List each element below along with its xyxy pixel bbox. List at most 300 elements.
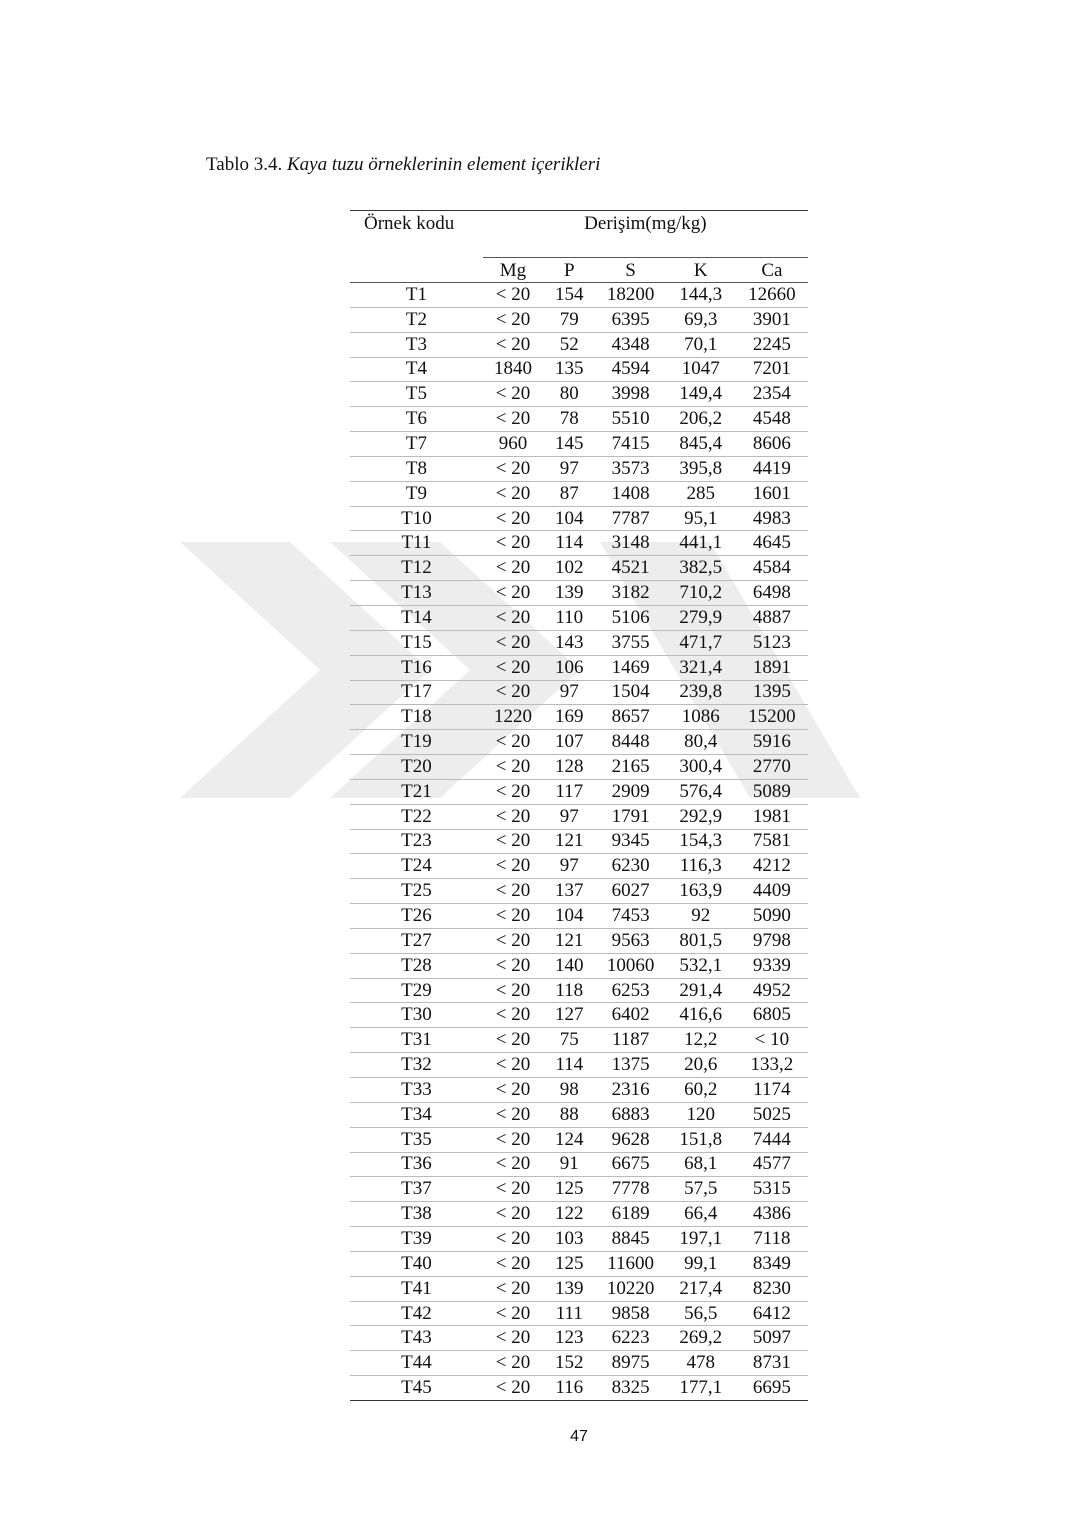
cell-p: 110 <box>543 605 595 630</box>
cell-s: 6883 <box>595 1102 665 1127</box>
cell-sample-code: T43 <box>350 1326 483 1351</box>
cell-s: 4521 <box>595 556 665 581</box>
cell-ca: 4584 <box>736 556 808 581</box>
cell-ca: 4577 <box>736 1152 808 1177</box>
cell-sample-code: T5 <box>350 382 483 407</box>
cell-p: 127 <box>543 1003 595 1028</box>
page-number: 47 <box>570 1428 588 1445</box>
cell-k: 149,4 <box>666 382 736 407</box>
cell-p: 52 <box>543 332 595 357</box>
cell-mg: < 20 <box>483 307 543 332</box>
cell-s: 1375 <box>595 1053 665 1078</box>
cell-k: 1086 <box>666 705 736 730</box>
cell-k: 99,1 <box>666 1251 736 1276</box>
cell-s: 18200 <box>595 283 665 308</box>
cell-k: 845,4 <box>666 432 736 457</box>
cell-mg: < 20 <box>483 556 543 581</box>
cell-sample-code: T41 <box>350 1276 483 1301</box>
cell-p: 88 <box>543 1102 595 1127</box>
header-s: S <box>595 258 665 283</box>
table-row <box>350 680 808 705</box>
cell-sample-code: T1 <box>350 283 483 308</box>
cell-k: 269,2 <box>666 1326 736 1351</box>
cell-ca: 5315 <box>736 1177 808 1202</box>
cell-ca: 4409 <box>736 879 808 904</box>
cell-ca: 8230 <box>736 1276 808 1301</box>
header-sample-code: Örnek kodu <box>350 211 483 258</box>
table-row <box>350 1102 808 1127</box>
cell-s: 8325 <box>595 1376 665 1401</box>
cell-p: 125 <box>543 1251 595 1276</box>
cell-p: 118 <box>543 978 595 1003</box>
cell-ca: 4419 <box>736 456 808 481</box>
cell-mg: < 20 <box>483 978 543 1003</box>
cell-ca: 133,2 <box>736 1053 808 1078</box>
cell-sample-code: T44 <box>350 1351 483 1376</box>
cell-sample-code: T8 <box>350 456 483 481</box>
table-row <box>350 705 808 730</box>
table-row <box>350 407 808 432</box>
cell-p: 139 <box>543 1276 595 1301</box>
cell-k: 292,9 <box>666 804 736 829</box>
cell-s: 11600 <box>595 1251 665 1276</box>
cell-s: 6402 <box>595 1003 665 1028</box>
cell-k: 95,1 <box>666 506 736 531</box>
cell-mg: < 20 <box>483 1028 543 1053</box>
cell-mg: < 20 <box>483 283 543 308</box>
cell-k: 120 <box>666 1102 736 1127</box>
table-row <box>350 506 808 531</box>
cell-p: 104 <box>543 506 595 531</box>
header-concentration: Derişim(mg/kg) <box>483 211 808 258</box>
cell-sample-code: T27 <box>350 928 483 953</box>
table-row <box>350 307 808 332</box>
cell-s: 2316 <box>595 1078 665 1103</box>
cell-p: 78 <box>543 407 595 432</box>
cell-mg: < 20 <box>483 1251 543 1276</box>
header-empty-cell <box>350 258 483 283</box>
table-header-row <box>350 211 808 258</box>
table-row <box>350 556 808 581</box>
cell-p: 169 <box>543 705 595 730</box>
cell-mg: < 20 <box>483 531 543 556</box>
cell-ca: 2770 <box>736 755 808 780</box>
cell-p: 143 <box>543 630 595 655</box>
cell-mg: < 20 <box>483 1351 543 1376</box>
table-row <box>350 1251 808 1276</box>
cell-p: 79 <box>543 307 595 332</box>
table-row <box>350 1276 808 1301</box>
cell-sample-code: T24 <box>350 854 483 879</box>
cell-ca: 7201 <box>736 357 808 382</box>
cell-ca: < 10 <box>736 1028 808 1053</box>
cell-s: 6223 <box>595 1326 665 1351</box>
cell-s: 8448 <box>595 730 665 755</box>
cell-s: 1791 <box>595 804 665 829</box>
cell-ca: 1174 <box>736 1078 808 1103</box>
cell-sample-code: T36 <box>350 1152 483 1177</box>
cell-k: 144,3 <box>666 283 736 308</box>
cell-k: 441,1 <box>666 531 736 556</box>
cell-mg: 960 <box>483 432 543 457</box>
table-row <box>350 1028 808 1053</box>
cell-mg: < 20 <box>483 605 543 630</box>
cell-mg: < 20 <box>483 655 543 680</box>
cell-ca: 4386 <box>736 1202 808 1227</box>
cell-sample-code: T42 <box>350 1301 483 1326</box>
table-row <box>350 332 808 357</box>
cell-s: 2909 <box>595 779 665 804</box>
cell-sample-code: T6 <box>350 407 483 432</box>
cell-ca: 5916 <box>736 730 808 755</box>
cell-ca: 15200 <box>736 705 808 730</box>
cell-sample-code: T34 <box>350 1102 483 1127</box>
cell-k: 57,5 <box>666 1177 736 1202</box>
cell-s: 3755 <box>595 630 665 655</box>
cell-s: 1469 <box>595 655 665 680</box>
cell-mg: < 20 <box>483 755 543 780</box>
cell-sample-code: T45 <box>350 1376 483 1401</box>
table-row <box>350 531 808 556</box>
cell-p: 123 <box>543 1326 595 1351</box>
cell-ca: 7581 <box>736 829 808 854</box>
cell-ca: 8731 <box>736 1351 808 1376</box>
cell-p: 121 <box>543 928 595 953</box>
cell-ca: 5089 <box>736 779 808 804</box>
table-row <box>350 1376 808 1401</box>
cell-sample-code: T37 <box>350 1177 483 1202</box>
cell-mg: < 20 <box>483 581 543 606</box>
cell-k: 12,2 <box>666 1028 736 1053</box>
cell-k: 80,4 <box>666 730 736 755</box>
cell-sample-code: T38 <box>350 1202 483 1227</box>
cell-ca: 5097 <box>736 1326 808 1351</box>
cell-sample-code: T11 <box>350 531 483 556</box>
cell-s: 6027 <box>595 879 665 904</box>
table-row <box>350 1351 808 1376</box>
table-caption <box>206 154 600 176</box>
cell-p: 106 <box>543 655 595 680</box>
cell-ca: 4548 <box>736 407 808 432</box>
cell-sample-code: T35 <box>350 1127 483 1152</box>
cell-k: 70,1 <box>666 332 736 357</box>
caption-prefix: Tablo 3.4. <box>206 154 283 175</box>
cell-s: 5106 <box>595 605 665 630</box>
cell-p: 122 <box>543 1202 595 1227</box>
cell-p: 87 <box>543 481 595 506</box>
cell-s: 7778 <box>595 1177 665 1202</box>
cell-p: 102 <box>543 556 595 581</box>
cell-s: 1504 <box>595 680 665 705</box>
cell-k: 416,6 <box>666 1003 736 1028</box>
cell-ca: 7444 <box>736 1127 808 1152</box>
cell-sample-code: T4 <box>350 357 483 382</box>
cell-k: 1047 <box>666 357 736 382</box>
cell-mg: < 20 <box>483 1227 543 1252</box>
cell-sample-code: T33 <box>350 1078 483 1103</box>
cell-ca: 1891 <box>736 655 808 680</box>
table-row <box>350 1053 808 1078</box>
cell-sample-code: T16 <box>350 655 483 680</box>
cell-p: 80 <box>543 382 595 407</box>
table-row <box>350 804 808 829</box>
cell-p: 128 <box>543 755 595 780</box>
cell-s: 9858 <box>595 1301 665 1326</box>
cell-p: 125 <box>543 1177 595 1202</box>
cell-p: 152 <box>543 1351 595 1376</box>
cell-k: 177,1 <box>666 1376 736 1401</box>
cell-mg: < 20 <box>483 382 543 407</box>
cell-p: 117 <box>543 779 595 804</box>
cell-mg: < 20 <box>483 904 543 929</box>
cell-k: 217,4 <box>666 1276 736 1301</box>
cell-ca: 3901 <box>736 307 808 332</box>
cell-k: 291,4 <box>666 978 736 1003</box>
cell-mg: < 20 <box>483 1301 543 1326</box>
cell-s: 6675 <box>595 1152 665 1177</box>
cell-ca: 9798 <box>736 928 808 953</box>
cell-s: 3998 <box>595 382 665 407</box>
cell-sample-code: T12 <box>350 556 483 581</box>
header-k: K <box>666 258 736 283</box>
cell-mg: < 20 <box>483 1177 543 1202</box>
cell-mg: < 20 <box>483 779 543 804</box>
table-row <box>350 357 808 382</box>
cell-ca: 7118 <box>736 1227 808 1252</box>
cell-ca: 1981 <box>736 804 808 829</box>
cell-s: 8975 <box>595 1351 665 1376</box>
cell-s: 9563 <box>595 928 665 953</box>
cell-mg: < 20 <box>483 928 543 953</box>
cell-mg: < 20 <box>483 1152 543 1177</box>
cell-mg: < 20 <box>483 854 543 879</box>
table-row <box>350 755 808 780</box>
table-row <box>350 978 808 1003</box>
cell-p: 107 <box>543 730 595 755</box>
cell-mg: < 20 <box>483 829 543 854</box>
cell-s: 2165 <box>595 755 665 780</box>
cell-sample-code: T22 <box>350 804 483 829</box>
cell-k: 471,7 <box>666 630 736 655</box>
cell-mg: < 20 <box>483 1127 543 1152</box>
cell-sample-code: T29 <box>350 978 483 1003</box>
cell-sample-code: T9 <box>350 481 483 506</box>
table-row <box>350 1127 808 1152</box>
cell-s: 9345 <box>595 829 665 854</box>
cell-sample-code: T13 <box>350 581 483 606</box>
cell-ca: 1395 <box>736 680 808 705</box>
cell-k: 710,2 <box>666 581 736 606</box>
cell-sample-code: T10 <box>350 506 483 531</box>
cell-p: 121 <box>543 829 595 854</box>
cell-mg: < 20 <box>483 481 543 506</box>
cell-ca: 4983 <box>736 506 808 531</box>
cell-ca: 4212 <box>736 854 808 879</box>
cell-k: 279,9 <box>666 605 736 630</box>
cell-p: 103 <box>543 1227 595 1252</box>
header-p: P <box>543 258 595 283</box>
cell-k: 532,1 <box>666 953 736 978</box>
cell-s: 10060 <box>595 953 665 978</box>
table-row <box>350 1326 808 1351</box>
cell-sample-code: T21 <box>350 779 483 804</box>
table-row <box>350 904 808 929</box>
cell-s: 9628 <box>595 1127 665 1152</box>
cell-mg: < 20 <box>483 1078 543 1103</box>
cell-sample-code: T30 <box>350 1003 483 1028</box>
cell-mg: < 20 <box>483 1376 543 1401</box>
cell-mg: < 20 <box>483 332 543 357</box>
cell-k: 116,3 <box>666 854 736 879</box>
cell-k: 151,8 <box>666 1127 736 1152</box>
element-table <box>350 210 808 1401</box>
cell-sample-code: T18 <box>350 705 483 730</box>
cell-ca: 8349 <box>736 1251 808 1276</box>
table-row <box>350 879 808 904</box>
cell-k: 60,2 <box>666 1078 736 1103</box>
cell-sample-code: T3 <box>350 332 483 357</box>
cell-p: 124 <box>543 1127 595 1152</box>
cell-s: 1408 <box>595 481 665 506</box>
cell-ca: 6498 <box>736 581 808 606</box>
cell-k: 801,5 <box>666 928 736 953</box>
caption-title: Kaya tuzu örneklerinin element içerikleri <box>287 154 601 175</box>
cell-mg: < 20 <box>483 1003 543 1028</box>
cell-s: 8657 <box>595 705 665 730</box>
cell-sample-code: T2 <box>350 307 483 332</box>
cell-mg: < 20 <box>483 1053 543 1078</box>
cell-mg: < 20 <box>483 506 543 531</box>
cell-s: 7415 <box>595 432 665 457</box>
cell-s: 3182 <box>595 581 665 606</box>
cell-sample-code: T32 <box>350 1053 483 1078</box>
cell-k: 395,8 <box>666 456 736 481</box>
cell-mg: < 20 <box>483 1276 543 1301</box>
cell-sample-code: T19 <box>350 730 483 755</box>
cell-sample-code: T40 <box>350 1251 483 1276</box>
cell-ca: 6695 <box>736 1376 808 1401</box>
cell-sample-code: T28 <box>350 953 483 978</box>
cell-sample-code: T23 <box>350 829 483 854</box>
cell-k: 321,4 <box>666 655 736 680</box>
cell-p: 111 <box>543 1301 595 1326</box>
cell-s: 10220 <box>595 1276 665 1301</box>
cell-sample-code: T15 <box>350 630 483 655</box>
cell-p: 98 <box>543 1078 595 1103</box>
cell-ca: 9339 <box>736 953 808 978</box>
cell-ca: 4952 <box>736 978 808 1003</box>
cell-k: 576,4 <box>666 779 736 804</box>
table-row <box>350 382 808 407</box>
cell-mg: < 20 <box>483 804 543 829</box>
cell-ca: 6805 <box>736 1003 808 1028</box>
cell-p: 97 <box>543 854 595 879</box>
cell-mg: < 20 <box>483 1326 543 1351</box>
table-row <box>350 655 808 680</box>
table-body <box>350 283 808 1401</box>
cell-sample-code: T39 <box>350 1227 483 1252</box>
cell-k: 92 <box>666 904 736 929</box>
cell-s: 6189 <box>595 1202 665 1227</box>
header-ca: Ca <box>736 258 808 283</box>
cell-k: 56,5 <box>666 1301 736 1326</box>
table-row <box>350 1003 808 1028</box>
cell-sample-code: T20 <box>350 755 483 780</box>
cell-sample-code: T25 <box>350 879 483 904</box>
cell-p: 114 <box>543 1053 595 1078</box>
cell-p: 154 <box>543 283 595 308</box>
cell-ca: 2354 <box>736 382 808 407</box>
cell-p: 140 <box>543 953 595 978</box>
cell-s: 5510 <box>595 407 665 432</box>
table-element-header-row <box>350 258 808 283</box>
table-row <box>350 730 808 755</box>
table-row <box>350 630 808 655</box>
cell-mg: < 20 <box>483 1102 543 1127</box>
cell-k: 68,1 <box>666 1152 736 1177</box>
table-row <box>350 829 808 854</box>
cell-ca: 5025 <box>736 1102 808 1127</box>
cell-s: 6230 <box>595 854 665 879</box>
cell-sample-code: T26 <box>350 904 483 929</box>
cell-mg: < 20 <box>483 1202 543 1227</box>
cell-k: 300,4 <box>666 755 736 780</box>
table-row <box>350 953 808 978</box>
cell-mg: 1220 <box>483 705 543 730</box>
cell-p: 97 <box>543 804 595 829</box>
cell-mg: 1840 <box>483 357 543 382</box>
cell-s: 7453 <box>595 904 665 929</box>
cell-ca: 1601 <box>736 481 808 506</box>
cell-k: 163,9 <box>666 879 736 904</box>
cell-ca: 8606 <box>736 432 808 457</box>
cell-k: 20,6 <box>666 1053 736 1078</box>
cell-ca: 12660 <box>736 283 808 308</box>
cell-s: 4348 <box>595 332 665 357</box>
cell-p: 104 <box>543 904 595 929</box>
table-row <box>350 581 808 606</box>
cell-k: 285 <box>666 481 736 506</box>
cell-ca: 5090 <box>736 904 808 929</box>
cell-mg: < 20 <box>483 407 543 432</box>
cell-p: 97 <box>543 456 595 481</box>
cell-ca: 2245 <box>736 332 808 357</box>
cell-mg: < 20 <box>483 879 543 904</box>
cell-p: 116 <box>543 1376 595 1401</box>
cell-s: 8845 <box>595 1227 665 1252</box>
cell-p: 91 <box>543 1152 595 1177</box>
table-row <box>350 1301 808 1326</box>
cell-ca: 6412 <box>736 1301 808 1326</box>
cell-s: 3573 <box>595 456 665 481</box>
table-row <box>350 1078 808 1103</box>
cell-mg: < 20 <box>483 630 543 655</box>
cell-s: 1187 <box>595 1028 665 1053</box>
table-row <box>350 481 808 506</box>
table-row <box>350 928 808 953</box>
cell-k: 154,3 <box>666 829 736 854</box>
cell-s: 6395 <box>595 307 665 332</box>
table-row <box>350 283 808 308</box>
cell-k: 206,2 <box>666 407 736 432</box>
cell-s: 6253 <box>595 978 665 1003</box>
cell-p: 75 <box>543 1028 595 1053</box>
cell-mg: < 20 <box>483 456 543 481</box>
cell-sample-code: T17 <box>350 680 483 705</box>
table-row <box>350 1227 808 1252</box>
cell-s: 4594 <box>595 357 665 382</box>
cell-mg: < 20 <box>483 730 543 755</box>
